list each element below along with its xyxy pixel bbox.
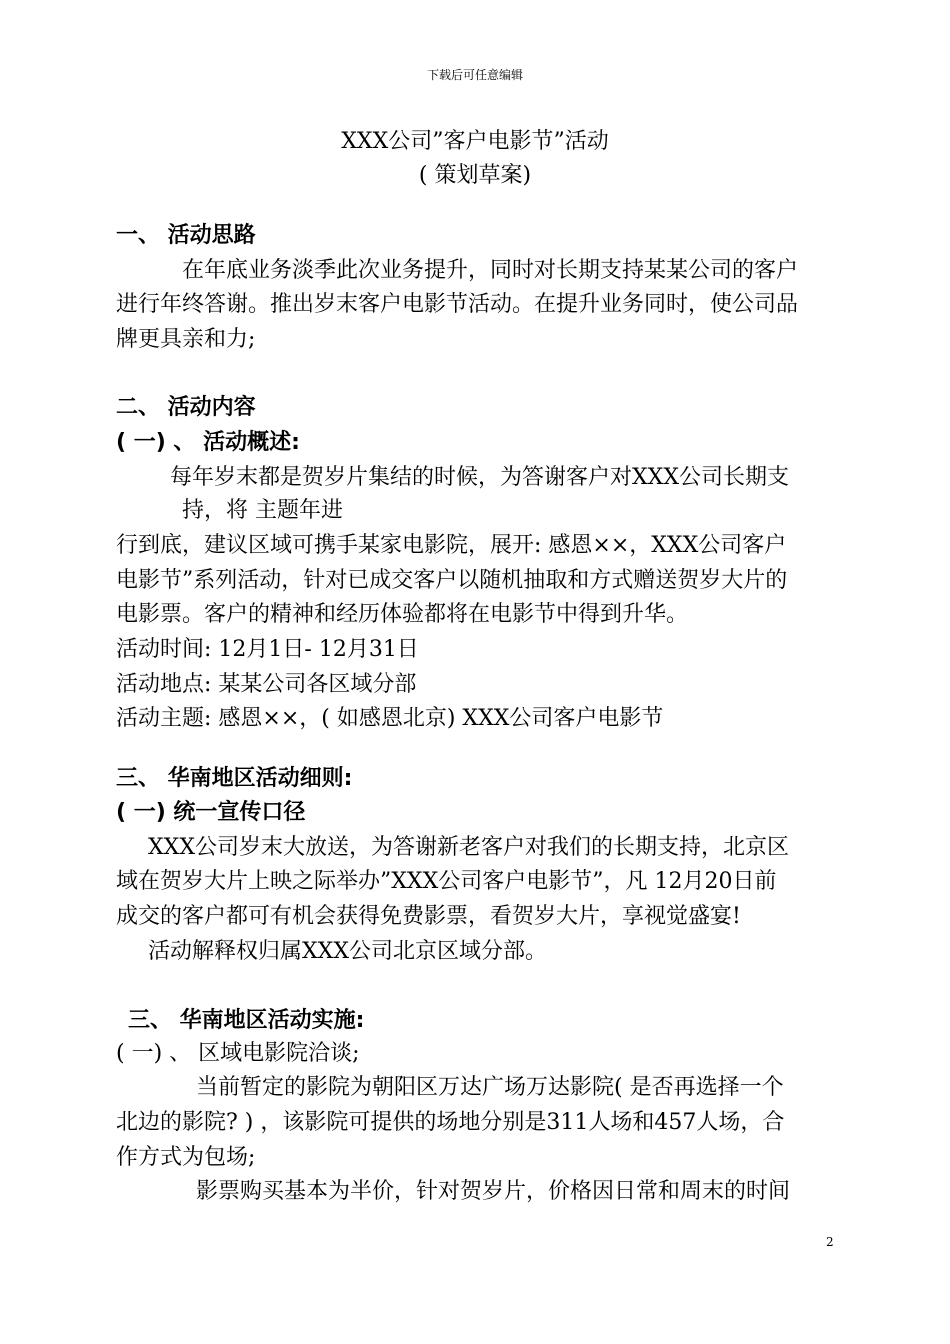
activity-time: 活动时间: 12月1日- 12月31日 (116, 637, 419, 662)
paragraph-line: 域在贺岁大片上映之际举办”XXX公司客户电影节”，凡 12月20日前 (116, 869, 777, 894)
paragraph-line: 当前暂定的影院为朝阳区万达广场万达影院( 是否再选择一个 (196, 1075, 784, 1100)
paragraph-line: 活动解释权归属XXX公司北京区域分部。 (148, 939, 547, 964)
paragraph-line: 影票购买基本为半价，针对贺岁片，价格因日常和周末的时间 (196, 1179, 791, 1204)
paragraph-line: 牌更具亲和力; (116, 327, 256, 352)
section-heading-2: 二、 活动内容 (116, 395, 256, 420)
activity-theme: 活动主题: 感恩××，( 如感恩北京) XXX公司客户电影节 (116, 706, 664, 731)
paragraph-line: 成交的客户都可有机会获得免费影票，看贺岁大片，享视觉盛宴! (116, 904, 741, 929)
paragraph-line: 进行年终答谢。推出岁末客户电影节活动。在提升业务同时，使公司品 (116, 292, 799, 317)
sub-heading-4-1: ( 一) 、 区域电影院洽谈; (116, 1041, 360, 1066)
paragraph-line: 持，将 主题年进 (182, 498, 343, 523)
paragraph-line: 作方式为包场; (116, 1145, 256, 1170)
doc-subtitle: ( 策划草案) (418, 163, 532, 188)
paragraph-line: 电影节”系列活动，针对已成交客户以随机抽取和方式赠送贺岁大片的 (116, 568, 788, 593)
sub-heading-3-1: ( 一) 统一宣传口径 (116, 800, 306, 825)
doc-title: XXX公司”客户电影节”活动 (341, 129, 609, 154)
page-number: 2 (826, 1235, 834, 1249)
section-heading-4: 三、 华南地区活动实施: (128, 1008, 365, 1033)
paragraph-line: 行到底，建议区域可携手某家电影院，展开: 感恩××，XXX公司客户 (116, 533, 787, 558)
paragraph-line: 在年底业务淡季此次业务提升，同时对长期支持某某公司的客户 (182, 258, 799, 283)
paragraph-line: 北边的影院? ) ，该影院可提供的场地分别是311人场和457人场，合 (116, 1110, 785, 1135)
activity-place: 活动地点: 某某公司各区域分部 (116, 672, 417, 697)
paragraph-line: 电影票。客户的精神和经历体验都将在电影节中得到升华。 (116, 602, 689, 627)
section-heading-1: 一、 活动思路 (116, 223, 256, 248)
paragraph-line: XXX公司岁末大放送，为答谢新老客户对我们的长期支持，北京区 (148, 835, 789, 860)
sub-heading-2-1: ( 一) 、 活动概述: (116, 430, 300, 455)
paragraph-line: 每年岁末都是贺岁片集结的时候，为答谢客户对XXX公司长期支 (170, 465, 789, 490)
section-heading-3: 三、 华南地区活动细则: (116, 766, 353, 791)
page-header: 下载后可任意编辑 (426, 68, 523, 82)
